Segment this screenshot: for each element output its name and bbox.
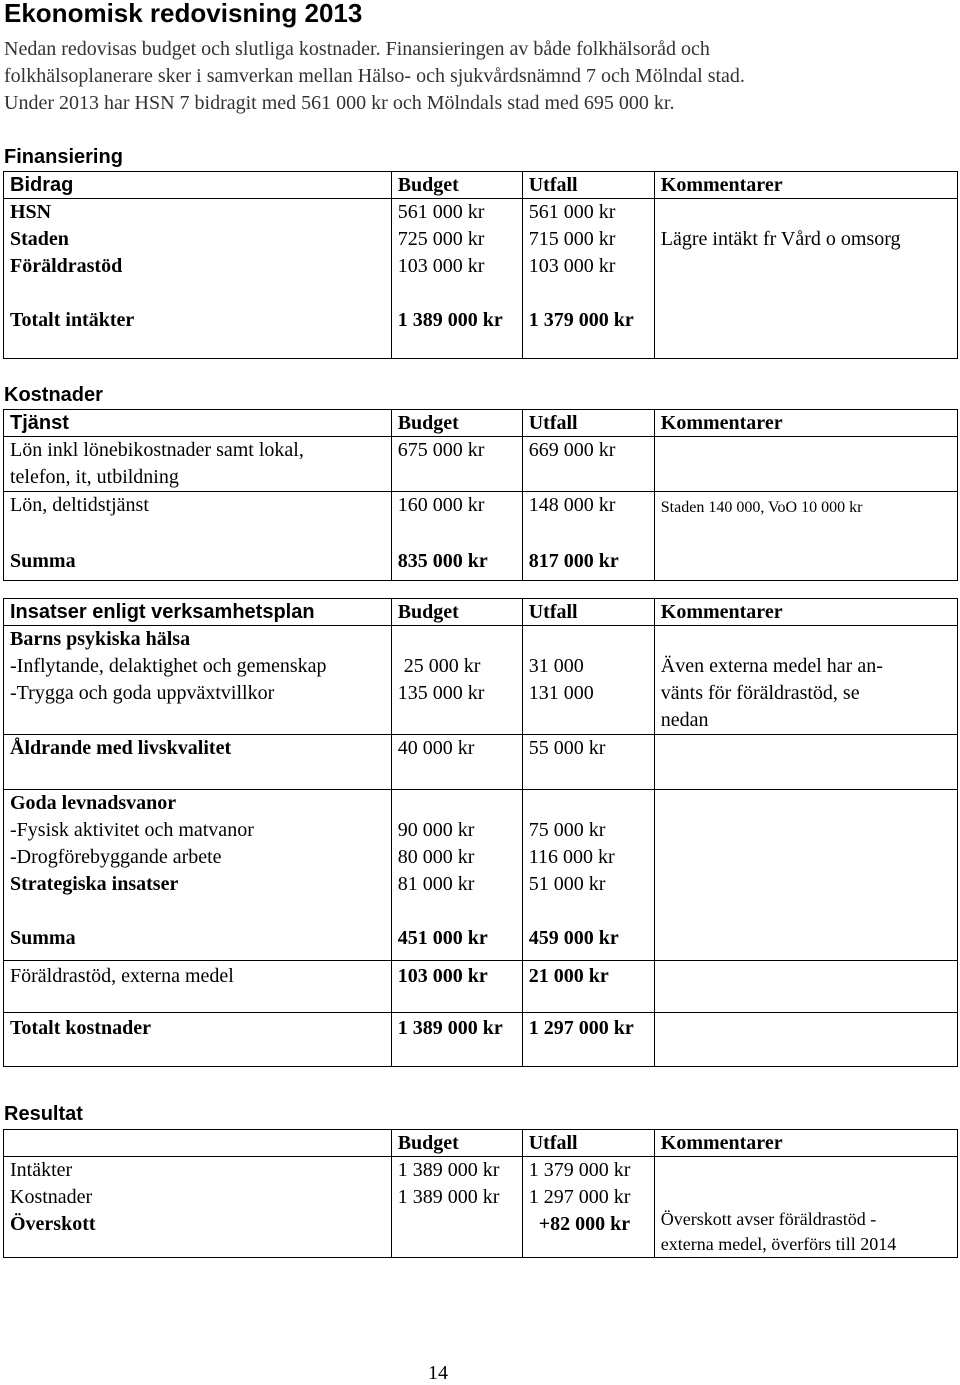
table-row: [4, 1157, 958, 1258]
comment-text: Lägre intäkt fr Vård o omsorg: [660, 228, 901, 250]
budget-value: 1 389 000 kr: [397, 1186, 500, 1208]
row-label: Kostnader: [10, 1186, 93, 1208]
budget-value: 561 000 kr: [397, 201, 485, 223]
table-row: [4, 437, 958, 492]
table-row-summa: [4, 521, 958, 581]
finansiering-table: [3, 171, 958, 359]
empty-cell: [654, 961, 957, 1013]
col-header-utfall: Utfall: [522, 410, 654, 437]
finansiering-budget: [391, 199, 522, 308]
table-row-aldrande: [4, 735, 958, 790]
table-row-foraldrastod: [4, 961, 958, 1013]
col-header-budget: Budget: [391, 599, 522, 626]
utfall-value: 103 000 kr: [528, 255, 616, 277]
summa-utfall: 817 000 kr: [522, 521, 654, 581]
col-header-utfall: Utfall: [522, 172, 654, 199]
row-label: Föräldrastöd: [10, 255, 123, 277]
finansiering-comment: [654, 199, 957, 308]
page-title: Ekonomisk redovisning 2013: [4, 0, 363, 28]
total-utfall: 1 297 000 kr: [522, 1013, 654, 1067]
budget-value: 1 389 000 kr: [397, 1159, 500, 1181]
goda-budget: [391, 790, 522, 899]
section-heading-kostnader: Kostnader: [4, 384, 103, 406]
utfall-value: 561 000 kr: [528, 201, 616, 223]
empty-cell: [4, 1130, 392, 1157]
col-header-bidrag: Bidrag: [4, 172, 392, 199]
empty-cell: [654, 437, 957, 492]
intro-line: Nedan redovisas budget och slutliga kostnader. Finansieringen av både folkhälsoråd och: [4, 38, 710, 60]
section-heading-finansiering: Finansiering: [4, 146, 123, 168]
resultat-budget: [391, 1157, 522, 1258]
table-row-total: [4, 1013, 958, 1067]
empty-cell: [654, 1013, 957, 1067]
budget-value: 80 000 kr: [397, 846, 475, 868]
summa-budget: 451 000 kr: [391, 898, 522, 961]
col-header-kommentarer: Kommentarer: [654, 410, 957, 437]
finansiering-utfall: [522, 199, 654, 308]
table-row-barns: [4, 626, 958, 735]
section-heading-resultat: Resultat: [4, 1103, 83, 1125]
col-header-utfall: Utfall: [522, 599, 654, 626]
insatser-table: [3, 598, 958, 1067]
row-label: -Inflytande, delaktighet och gemenskap: [10, 655, 327, 677]
row-label: Intäkter: [10, 1159, 73, 1181]
utfall-value: 131 000: [528, 682, 594, 704]
utfall-value: 116 000 kr: [528, 846, 615, 868]
utfall-value: 75 000 kr: [528, 819, 606, 841]
row-label: Lön, deltidstjänst: [4, 492, 392, 522]
budget-value: 675 000 kr: [391, 437, 522, 492]
comment-line: Överskott avser föräldrastöd -: [660, 1209, 877, 1229]
budget-value: 81 000 kr: [397, 873, 475, 895]
col-header-kommentarer: Kommentarer: [654, 599, 957, 626]
table-header-row: [4, 599, 958, 626]
col-header-budget: Budget: [391, 1130, 522, 1157]
utfall-value: 31 000: [528, 655, 584, 677]
overskott-value: +82 000 kr: [538, 1213, 631, 1235]
barns-comment: [654, 626, 957, 735]
goda-labels: [4, 790, 392, 899]
finansiering-labels: [4, 199, 392, 308]
budget-value: 103 000 kr: [397, 255, 485, 277]
row-label: Åldrande med livskvalitet: [4, 735, 392, 790]
table-row-total: [4, 307, 958, 359]
utfall-value: 669 000 kr: [522, 437, 654, 492]
total-label: Totalt intäkter: [4, 307, 392, 359]
table-header-row: [4, 410, 958, 437]
table-row-goda: [4, 790, 958, 899]
table-row: [4, 199, 958, 308]
budget-value: 90 000 kr: [397, 819, 475, 841]
col-header-utfall: Utfall: [522, 1130, 654, 1157]
comment-line: nedan: [660, 709, 709, 731]
budget-value: 725 000 kr: [397, 228, 485, 250]
empty-cell: [654, 307, 957, 359]
row-label: Staden: [10, 228, 69, 250]
budget-value: 160 000 kr: [391, 492, 522, 522]
utfall-value: 148 000 kr: [522, 492, 654, 522]
kostnader-table: [3, 409, 958, 581]
col-header-budget: Budget: [391, 172, 522, 199]
col-header-tjanst: Tjänst: [4, 410, 392, 437]
total-utfall: 1 379 000 kr: [522, 307, 654, 359]
row-label: -Fysisk aktivitet och matvanor: [10, 819, 254, 841]
intro-line: folkhälsoplanerare sker i samverkan mellan Hälso- och sjukvårdsnämnd 7 och Mölndal stad.: [4, 65, 745, 87]
summa-label: Summa: [4, 521, 392, 581]
total-budget: 1 389 000 kr: [391, 1013, 522, 1067]
page-number: 14: [428, 1362, 448, 1384]
table-row: [4, 492, 958, 522]
table-header-row: [4, 172, 958, 199]
utfall-value: 1 297 000 kr: [528, 1186, 631, 1208]
comment-line: externa medel, överförs till 2014: [660, 1234, 897, 1254]
col-header-insatser: Insatser enligt verksamhetsplan: [4, 599, 392, 626]
comment-text: Staden 140 000, VoO 10 000 kr: [654, 492, 957, 522]
row-label-line: telefon, it, utbildning: [10, 466, 179, 488]
resultat-utfall: [522, 1157, 654, 1258]
col-header-budget: Budget: [391, 410, 522, 437]
table-header-row: [4, 1130, 958, 1157]
col-header-kommentarer: Kommentarer: [654, 1130, 957, 1157]
row-label: HSN: [10, 201, 52, 223]
row-label: Strategiska insatser: [10, 873, 179, 895]
empty-cell: [654, 898, 957, 961]
empty-cell: [654, 521, 957, 581]
comment-line: vänts för föräldrastöd, se: [660, 682, 860, 704]
utfall-value: 55 000 kr: [522, 735, 654, 790]
summa-budget: 835 000 kr: [391, 521, 522, 581]
row-label: -Drogförebyggande arbete: [10, 846, 222, 868]
barns-utfall: [522, 626, 654, 735]
utfall-value: 1 379 000 kr: [528, 1159, 631, 1181]
summa-utfall: 459 000 kr: [522, 898, 654, 961]
barns-budget: [391, 626, 522, 735]
resultat-labels: [4, 1157, 392, 1258]
group-heading: Barns psykiska hälsa: [10, 628, 191, 650]
budget-value: 40 000 kr: [391, 735, 522, 790]
col-header-kommentarer: Kommentarer: [654, 172, 957, 199]
summa-label: Summa: [4, 898, 392, 961]
resultat-comment: [654, 1157, 957, 1258]
intro-text: [4, 36, 745, 117]
resultat-table: [3, 1129, 958, 1258]
row-label: Föräldrastöd, externa medel: [4, 961, 392, 1013]
empty-cell: [654, 790, 957, 899]
row-label: Överskott: [10, 1213, 96, 1235]
utfall-value: 715 000 kr: [528, 228, 616, 250]
empty-cell: [654, 735, 957, 790]
budget-value: 103 000 kr: [391, 961, 522, 1013]
row-label-line: Lön inkl lönebikostnader samt lokal,: [10, 439, 304, 461]
budget-value: 25 000 kr: [403, 655, 481, 677]
utfall-value: 21 000 kr: [522, 961, 654, 1013]
total-budget: 1 389 000 kr: [391, 307, 522, 359]
goda-utfall: [522, 790, 654, 899]
budget-value: 135 000 kr: [397, 682, 485, 704]
row-label: [4, 437, 392, 492]
row-label: -Trygga och goda uppväxtvillkor: [10, 682, 275, 704]
table-row-summa: [4, 898, 958, 961]
utfall-value: 51 000 kr: [528, 873, 606, 895]
group-heading: Goda levnadsvanor: [10, 792, 177, 814]
comment-line: Även externa medel har an-: [660, 655, 883, 677]
barns-labels: [4, 626, 392, 735]
intro-line: Under 2013 har HSN 7 bidragit med 561 000 kr och Mölndals stad med 695 000 kr.: [4, 92, 675, 114]
total-label: Totalt kostnader: [4, 1013, 392, 1067]
